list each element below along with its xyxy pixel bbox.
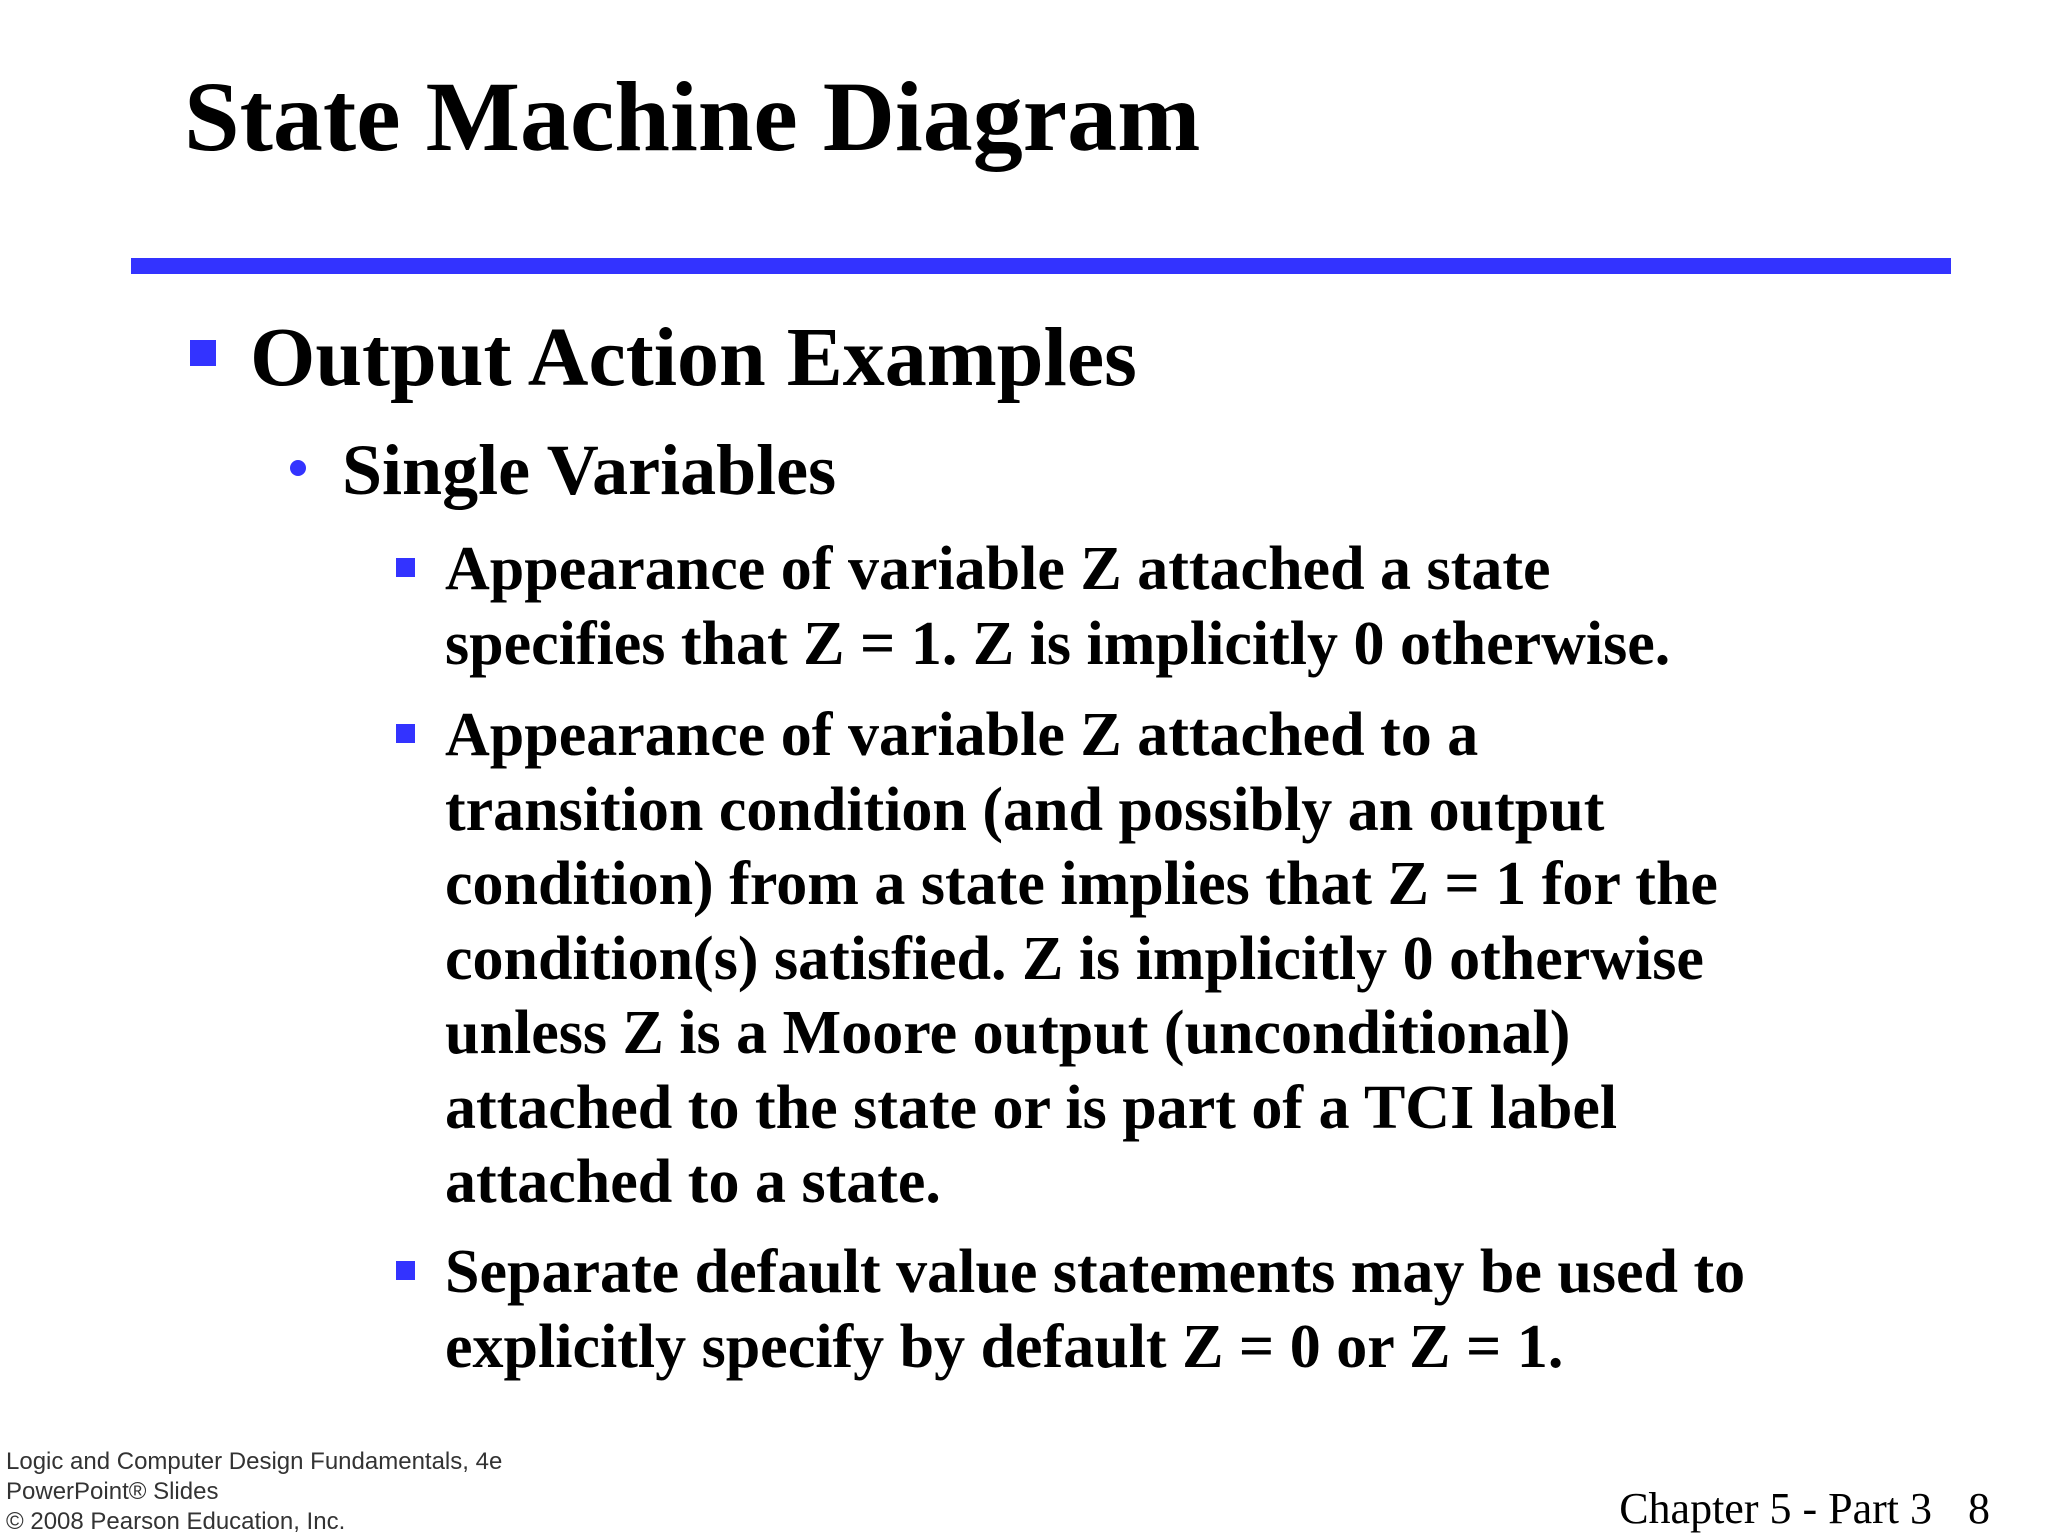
round-bullet-icon bbox=[290, 460, 306, 476]
bullet-text bbox=[445, 532, 1670, 681]
heading-text: Output Action Examples bbox=[250, 311, 1137, 404]
bullet-text bbox=[445, 1235, 1745, 1384]
footer-copyright: © 2008 Pearson Education, Inc. bbox=[6, 1508, 346, 1535]
footer-page-number: 8 bbox=[1968, 1484, 1990, 1533]
slide-title: State Machine Diagram bbox=[184, 61, 1201, 172]
bullet-line: transition condition (and possibly an output bbox=[445, 775, 1605, 844]
footer-slides-label: PowerPoint® Slides bbox=[6, 1478, 219, 1505]
bullet-text bbox=[445, 698, 1718, 1220]
bullet-line: Separate default value statements may be used to bbox=[445, 1238, 1746, 1306]
bullet-line: condition) from a state implies that Z = 1 for the bbox=[445, 850, 1718, 918]
square-bullet-icon bbox=[396, 1261, 415, 1280]
bullet-line: attached to the state or is part of a TCI label bbox=[445, 1073, 1618, 1142]
bullet-line: Appearance of variable Z attached a state bbox=[445, 535, 1551, 603]
footer-credits bbox=[6, 1447, 502, 1537]
footer-book-title: Logic and Computer Design Fundamentals, 4e bbox=[6, 1448, 503, 1475]
bullet-line: unless Z is a Moore output (unconditional) bbox=[445, 999, 1571, 1067]
subheading-text: Single Variables bbox=[342, 430, 837, 510]
footer-chapter: Chapter 5 - Part 3 bbox=[1619, 1484, 1932, 1533]
square-bullet-icon bbox=[396, 724, 415, 743]
bullet-line: specifies that Z = 1. Z is implicitly 0 otherwise. bbox=[445, 609, 1671, 678]
bullet-line: explicitly specify by default Z = 0 or Z = 1. bbox=[445, 1312, 1564, 1381]
bullet-line: condition(s) satisfied. Z is implicitly 0 otherwise bbox=[445, 924, 1704, 993]
bullet-line: attached to a state. bbox=[445, 1148, 941, 1216]
bullet-line: Appearance of variable Z attached to a bbox=[445, 701, 1479, 769]
square-bullet-icon bbox=[396, 558, 415, 577]
title-divider bbox=[131, 258, 1951, 274]
footer-page-info bbox=[1619, 1484, 1990, 1534]
square-bullet-icon bbox=[190, 340, 216, 366]
